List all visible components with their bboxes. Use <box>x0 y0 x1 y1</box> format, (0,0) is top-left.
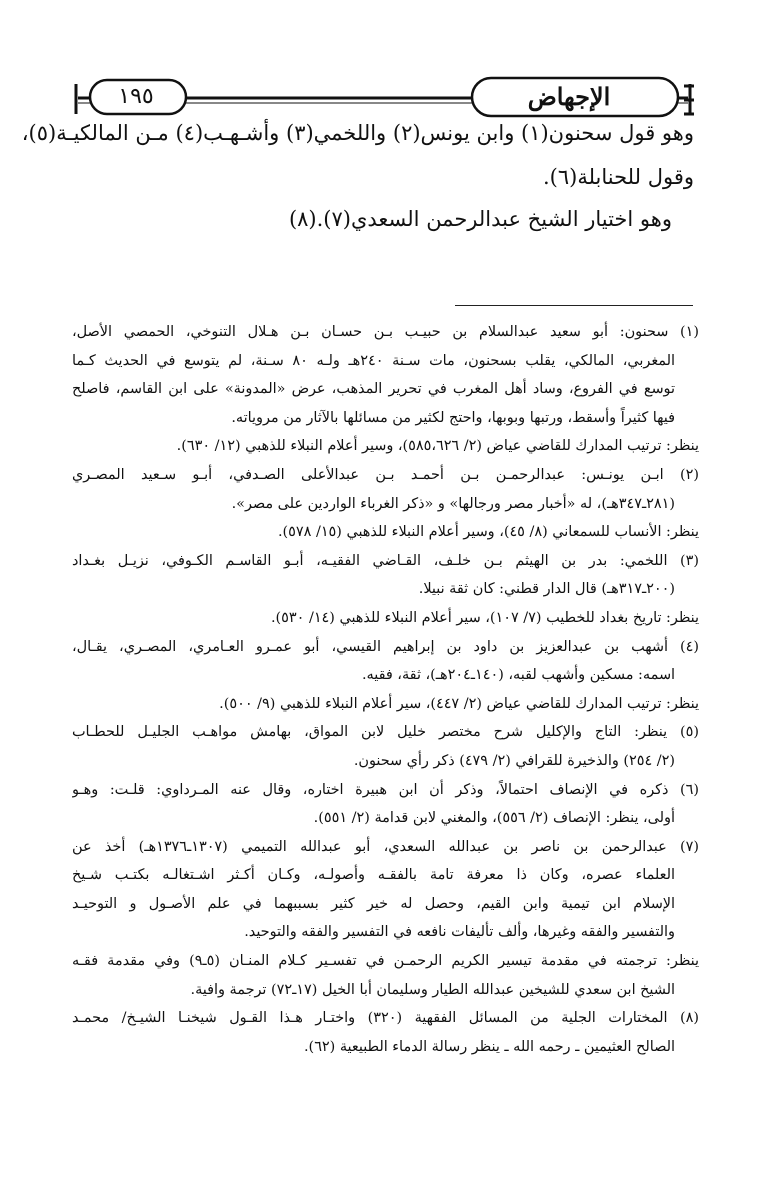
footnote-line: (٢٨١ـ٣٤٧هـ)، له «أخبار مصر ورجالها» و «ذكر الغرباء الواردين على مصر». <box>231 495 675 512</box>
footnote-separator <box>455 305 693 306</box>
chapter-title: الإجهاض <box>527 82 611 111</box>
footnote-line: ينظر: ترجمته في مقدمة تيسير الكريم الرحمـن في تفسـير كـلام المنـان (٥ـ٩) وفي مقدمة فقـه <box>72 953 699 970</box>
footnote-line: ينظر: تاريخ بغداد للخطيب (٧/ ١٠٧)، سير أعلام النبلاء للذهبي (١٤/ ٥٣٠). <box>270 609 699 626</box>
footnote-line: فيها كثيراً وأسقط، ورتبها وبوبها، واحتج لكثير من مسائلها بالآثار من مروياته. <box>231 409 675 426</box>
footnote-line: (١) سحنون: أبو سعيد عبدالسلام بن حبيـب بـن حسـان بـن هـلال التنوخي، الحمصي الأصل، <box>72 324 699 340</box>
footnote-line: (٧) عبدالرحمن بن ناصر بن عبدالله السعدي، أبو عبدالله التميمي (١٣٠٧ـ١٣٧٦هـ) أخذ عن <box>72 838 699 855</box>
footnote-line: (٣) اللخمي: بدر بن الهيثم بـن خلـف، القـاضي الفقيـه، أبـو القاسـم الكـوفي، نزيـل بغـداد <box>72 552 699 569</box>
footnote-line: (٢٠٠ـ٣١٧هـ) قال الدار قطني: كان ثقة نبيلا. <box>418 581 675 598</box>
footnote-line: ينظر: ترتيب المدارك للقاضي عياض (٢/ ٤٤٧)، سير أعلام النبلاء للذهبي (٩/ ٥٠٠). <box>219 695 699 712</box>
footnote-line: الإسلام ابن تيمية وابن القيم، وحصل له خير كثير بسببهما في علم الأصـول و التوحيـد <box>72 895 675 912</box>
footnote-line: (٨) المختارات الجلية من المسائل الفقهية (٣٢٠) واختـار هـذا القـول شيخنـا الشيـخ/ محمـد <box>72 1010 699 1027</box>
main-line: وهو اختيار الشيخ عبدالرحمن السعدي(٧).(٨) <box>288 207 672 231</box>
footnote-line: (٢/ ٢٥٤) والذخيرة للقرافي (٢/ ٤٧٩) ذكر رأي سحنون. <box>353 752 675 769</box>
footnote-line: توسع في الفروع، وساد أهل المغرب في تحرير المذهب، عرض «المدونة» على ابن القاسم، فاصلح <box>72 381 675 398</box>
footnote-line: المغربي، المالكي، يقلب بسحنون، مات سـنة ٢٤٠هـ ولـه ٨٠ سـنة، لم يتوسع في الحديث كـما <box>72 352 675 369</box>
footnote-line: ينظر: ترتيب المدارك للقاضي عياض (٢/ ٥٨٥،٦٢٦)، وسير أعلام النبلاء للذهبي (١٢/ ٦٣٠). <box>176 438 699 455</box>
footnote-line: (٦) ذكره في الإنصاف احتمالاً، وذكر أن ابن هبيرة اختاره، وقال عنه المـرداوي: قلـت: وهـو <box>72 781 699 798</box>
footnote-line: والتفسير والفقه وغيرها، وألف تأليفات نافعه في التفسير والفقه والتوحيد. <box>244 924 675 941</box>
footnote-line: ينظر: الأنساب للسمعاني (٨/ ٤٥)، وسير أعلام النبلاء للذهبي (١٥/ ٥٧٨). <box>277 524 699 541</box>
main-line: وقول للحنابلة(٦). <box>542 165 694 189</box>
footnote-line: الصالح العثيمين ـ رحمه الله ـ ينظر رسالة الدماء الطبيعية (٦٢). <box>303 1038 675 1055</box>
footnote-line: الشيخ ابن سعدي للشيخين عبدالله الطيار وسليمان أبا الخيل (١٧ـ٧٢) ترجمة وافية. <box>190 981 675 998</box>
page-header <box>72 76 694 120</box>
footnote-line: أولى، ينظر: الإنصاف (٢/ ٥٥٦)، والمغني لابن قدامة (٢/ ٥٥١). <box>313 810 675 827</box>
page-number: ١٩٥ <box>118 84 154 109</box>
footnote-line: اسمه: مسكين وأشهب لقبه، (١٤٠ـ٢٠٤هـ)، ثقة، فقيه. <box>361 667 675 684</box>
footnotes <box>72 318 699 1061</box>
footnote-line: العلماء عصره، وكان ذا معرفة تامة بالفقـه وأصولـه، وكـان أكـثر اشـتغالـه بكتـب شـيخ <box>72 867 675 884</box>
main-text <box>21 118 694 248</box>
main-line: وهو قول سحنون(١) وابن يونس(٢) واللخمي(٣) وأشـهـب(٤) مـن المالكيـة(٥)، <box>21 121 694 145</box>
footnote-line: (٥) ينظر: التاج والإكليل شرح مختصر خليل لابن المواق، بهامش مواهـب الجليـل للحطـاب <box>72 724 699 741</box>
footnote-line: (٢) ابـن يونـس: عبدالرحمـن بـن أحمـد بـن عبدالأعلى الصـدفي، أبـو سـعيد المصـري <box>72 466 699 483</box>
footnote-line: (٤) أشهب بن عبدالعزيز بن داود بن إبراهيم القيسي، أبو عمـرو العـامري، المصـري، يقـال، <box>72 638 699 655</box>
